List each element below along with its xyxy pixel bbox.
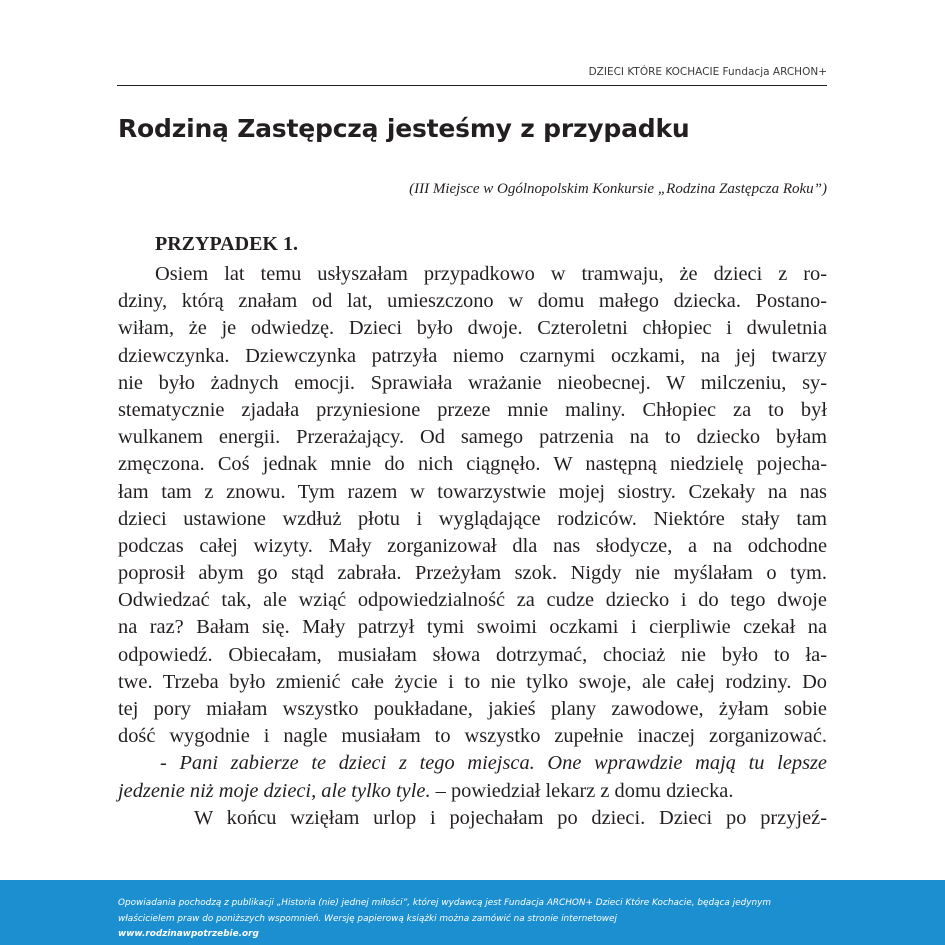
quote-line: - Pani zabierze te dzieci z tego miejsca. One wprawdzie mają tu lepsze	[160, 752, 827, 775]
body-line-final: W końcu wzięłam urlop i pojechałam po dzieci. Dzieci po przyjeź-	[194, 806, 827, 829]
body-line: dziny, którą znałam od lat, umieszczono w domu małego dziecka. Postano-	[118, 290, 827, 313]
body-line: Osiem lat temu usłyszałam przypadkowo w tramwaju, że dzieci z ro-	[155, 263, 827, 285]
body-line: twe. Trzeba było zmienić całe życie i to nie tylko swoje, ale całej rodziny. Do	[118, 670, 827, 693]
footer-line-2-text: właścicielem praw do poniższych wspomnień. Wersję papierową książki można zamówić na stronie internetowej	[118, 913, 617, 924]
section-heading: PRZYPADEK 1.	[155, 233, 298, 255]
quote-italic-part: jedzenie niż moje dzieci, ale tylko tyle.	[118, 779, 431, 802]
body-line: łam tam z znowu. Tym razem w towarzystwie mojej siostry. Czekały na nas	[118, 480, 827, 503]
body-line: dzieci ustawione wzdłuż płotu i wyglądające rodziców. Niektóre stały tam	[118, 507, 827, 530]
body-line: dziewczynka. Dziewczynka patrzyła niemo czarnymi oczkami, na jej twarzy	[118, 344, 827, 367]
body-line: tej pory miałam wszystko poukładane, jakieś plany zawodowe, żyłam sobie	[118, 698, 827, 720]
body-line: podczas całej wizyty. Mały zorganizował dla nas słodycze, a na odchodne	[118, 534, 827, 557]
article-title: Rodziną Zastępczą jesteśmy z przypadku	[118, 114, 690, 143]
footer-line-1: Opowiadania pochodzą z publikacji „Historia (nie) jednej miłości”, której wydawcą jest Fundacja ARCHON+ Dzieci Które Kochacie, będąca jedynym	[118, 898, 772, 908]
quote-attribution: – powiedział lekarz z domu dziecka.	[430, 779, 734, 802]
quote-line-end	[118, 778, 827, 805]
body-line: nie było żadnych emocji. Sprawiała wrażanie nieobecnej. W milczeniu, sy-	[118, 371, 827, 394]
running-header: DZIECI KTÓRE KOCHACIE Fundacja ARCHON+	[588, 66, 827, 78]
body-line: na raz? Bałam się. Mały patrzył tymi swoimi oczkami i cierpliwie czekał na	[118, 616, 827, 639]
header-divider	[117, 85, 827, 86]
body-line: wiłam, że je odwiedzę. Dzieci było dwoje. Czteroletni chłopiec i dwuletnia	[118, 317, 827, 340]
body-line: Odwiedzać tak, ale wziąć odpowiedzialność za cudze dziecko i do tego dwoje	[118, 589, 827, 612]
body-line: zmęczona. Coś jednak mnie do nich ciągnęło. W następną niedzielę pojecha-	[118, 453, 827, 476]
article-subtitle: (III Miejsce w Ogólnopolskim Konkursie „Rodzina Zastępcza Roku”)	[409, 181, 827, 197]
footer-website-link[interactable]: www.rodzinawpotrzebie.org	[118, 929, 259, 939]
body-line: dość wygodnie i nagle musiałam to wszystko zupełnie inaczej zorganizować.	[118, 725, 827, 748]
footer-note	[118, 896, 827, 943]
body-line: poprosił abym go stąd zabrała. Przeżyłam szok. Nigdy nie myślałam o tym.	[118, 562, 827, 585]
article-body	[118, 261, 827, 832]
body-line: odpowiedź. Obiecałam, musiałam słowa dotrzymać, chociaż nie było to ła-	[118, 643, 827, 666]
footer-banner	[0, 880, 945, 945]
body-line: stematycznie zjadała przyniesione przeze mnie maliny. Chłopiec za to był	[118, 398, 827, 421]
body-line: wulkanem energii. Przerażający. Od samego patrzenia na to dziecko byłam	[118, 426, 827, 449]
footer-line-2	[118, 912, 827, 943]
